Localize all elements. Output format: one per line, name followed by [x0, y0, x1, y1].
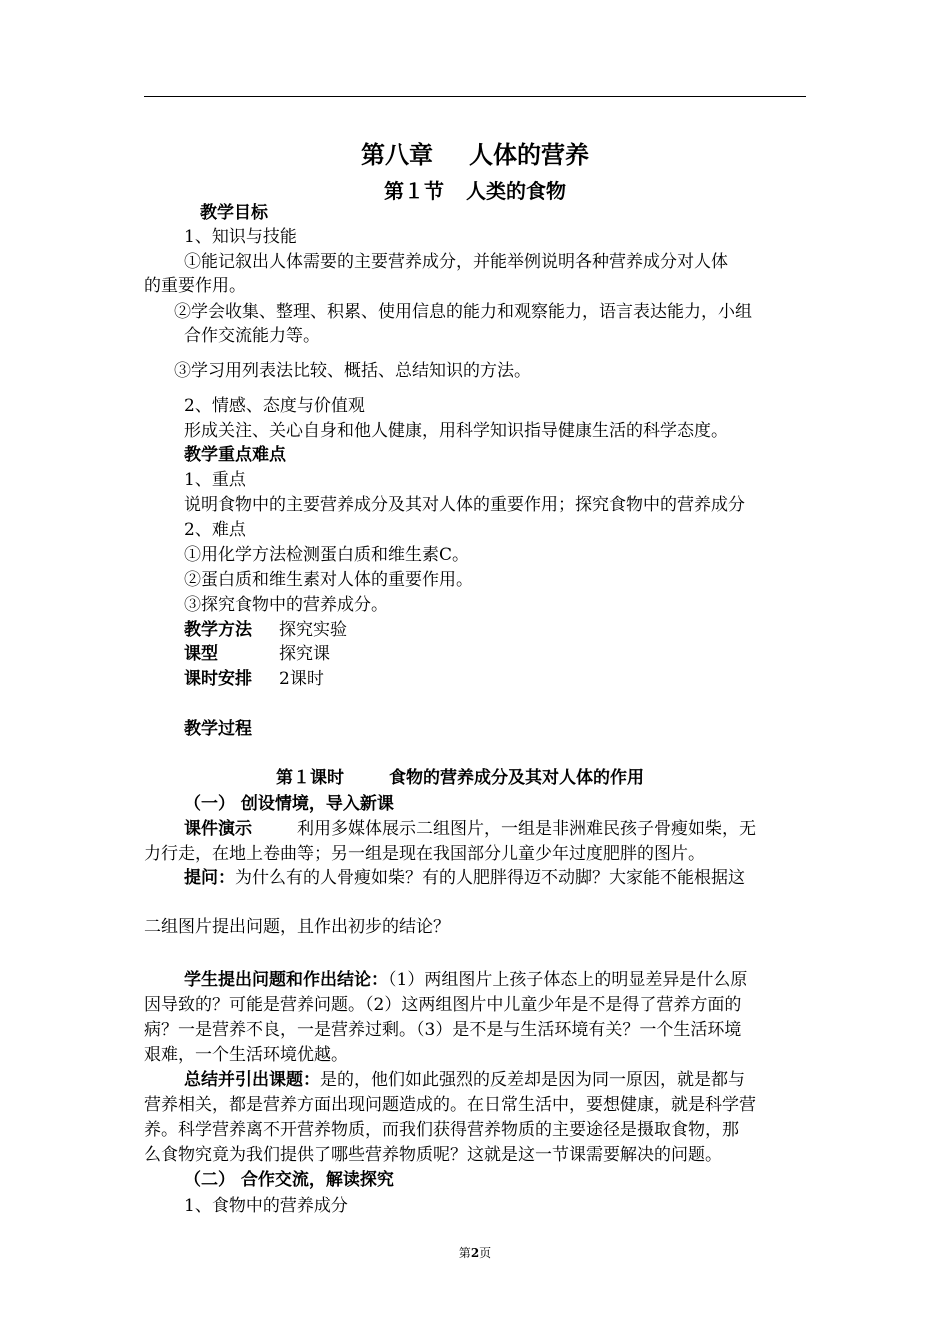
type-value: 探究课 [279, 644, 330, 664]
goals-heading: 教学目标 [200, 203, 268, 223]
chapter-label: 第八章 [361, 141, 433, 169]
summary-text-a: 是的，他们如此强烈的反差却是因为同一原因，就是都与 [320, 1070, 745, 1090]
chapter-name: 人体的营养 [469, 141, 589, 169]
emotion-title: 2、情感、态度与价值观 [184, 396, 365, 416]
section-label: 第１节 [384, 179, 444, 203]
goal-item-1a: ①能记叙出人体需要的主要营养成分，并能举例说明各种营养成分对人体 [184, 252, 728, 272]
part2-heading: （二） 合作交流，解读探究 [184, 1170, 394, 1190]
summary-line [184, 1068, 745, 1092]
lesson-name: 食物的营养成分及其对人体的作用 [389, 768, 644, 788]
header-rule [144, 96, 806, 97]
demo-text-a: 利用多媒体展示二组图片，一组是非洲难民孩子骨瘦如柴，无 [297, 819, 756, 839]
ask-line [184, 866, 745, 890]
goal-item-2a: ②学会收集、整理、积累、使用信息的能力和观察能力，语言表达能力，小组 [174, 302, 752, 322]
part1-heading: （一） 创设情境，导入新课 [184, 794, 394, 814]
summary-label: 总结并引出课题： [184, 1070, 320, 1090]
student-text-d: 艰难，一个生活环境优越。 [144, 1045, 348, 1065]
difficulty-1: ①用化学方法检测蛋白质和维生素C。 [184, 545, 470, 565]
student-text-c: 病？一是营养不良，一是营养过剩。（3）是不是与生活环境有关？一个生活环境 [144, 1020, 742, 1040]
demo-text-b: 力行走，在地上卷曲等；另一组是现在我国部分儿童少年过度肥胖的图片。 [144, 844, 705, 864]
summary-text-d: 么食物究竟为我们提供了哪些营养物质呢？这就是这一节课需要解决的问题。 [144, 1145, 722, 1165]
student-text-a: （1）两组图片上孩子体态上的明显差异是什么原 [388, 970, 748, 990]
process-heading: 教学过程 [184, 719, 252, 739]
ask-label: 提问： [184, 868, 235, 888]
goal-item-3: ③学习用列表法比较、概括、总结知识的方法。 [174, 361, 531, 381]
student-text-b: 因导致的？可能是营养问题。（2）这两组图片中儿童少年是不是得了营养方面的 [144, 995, 742, 1015]
type-label: 课型 [184, 644, 218, 664]
difficulty-title: 2、难点 [184, 520, 246, 540]
chapter-title [0, 135, 950, 170]
student-line [184, 968, 747, 992]
section-title [0, 175, 950, 204]
section-name: 人类的食物 [466, 179, 566, 203]
lesson-label: 第１课时 [276, 768, 344, 788]
method-label: 教学方法 [184, 620, 252, 640]
ask-text-b: 二组图片提出问题，且作出初步的结论？ [144, 917, 450, 937]
demo-label: 课件演示 [184, 819, 252, 839]
goal-item-1b: 的重要作用。 [144, 276, 246, 296]
page-number-value: 2 [470, 1246, 480, 1260]
keys-heading: 教学重点难点 [184, 445, 286, 465]
goal-item-2b: 合作交流能力等。 [184, 326, 320, 346]
summary-text-c: 养。科学营养离不开营养物质，而我们获得营养物质的主要途径是摄取食物，那 [144, 1120, 739, 1140]
page-number-pre: 第 [458, 1246, 471, 1260]
summary-text-b: 营养相关，都是营养方面出现问题造成的。在日常生活中，要想健康，就是科学营 [144, 1095, 756, 1115]
hours-label: 课时安排 [184, 669, 252, 689]
difficulty-3: ③探究食物中的营养成分。 [184, 595, 388, 615]
method-value: 探究实验 [279, 620, 347, 640]
student-label: 学生提出问题和作出结论： [184, 970, 388, 990]
hours-value: 2课时 [279, 669, 324, 689]
knowledge-title: 1、知识与技能 [184, 227, 297, 247]
page-number-post: 页 [479, 1246, 492, 1260]
key-title: 1、重点 [184, 470, 246, 490]
page-number [0, 1245, 950, 1261]
emotion-text: 形成关注、关心自身和他人健康，用科学知识指导健康生活的科学态度。 [184, 421, 728, 441]
ask-text-a: 为什么有的人骨瘦如柴？有的人肥胖得迈不动脚？大家能不能根据这 [235, 868, 745, 888]
part2-item-1: 1、食物中的营养成分 [184, 1196, 348, 1216]
key-text: 说明食物中的主要营养成分及其对人体的重要作用；探究食物中的营养成分 [184, 495, 745, 515]
difficulty-2: ②蛋白质和维生素对人体的重要作用。 [184, 570, 473, 590]
